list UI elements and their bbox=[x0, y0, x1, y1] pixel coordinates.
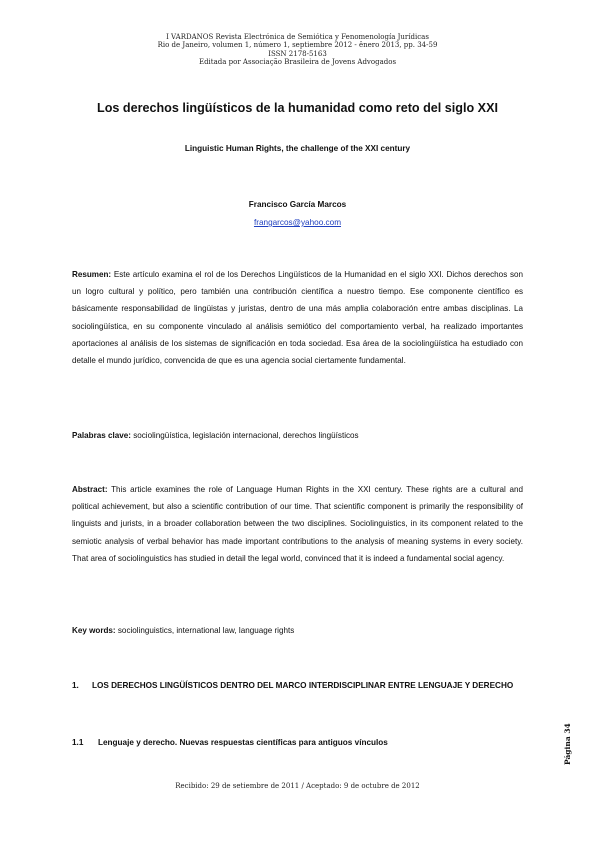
journal-publisher: Editada por Associação Brasileira de Jovens Advogados bbox=[198, 58, 397, 67]
section-number: 1. bbox=[72, 681, 79, 690]
article-subtitle: Linguistic Human Rights, the challenge of the XXI century bbox=[184, 144, 411, 153]
section-heading-1 bbox=[72, 677, 523, 695]
page-number: Página 34 bbox=[563, 723, 572, 765]
key-words bbox=[72, 622, 523, 639]
author-email-link[interactable]: frangarcos@yahoo.com bbox=[253, 218, 342, 227]
received-accepted-footer: Recibido: 29 de setiembre de 2011 / Aceptado: 9 de octubre de 2012 bbox=[175, 782, 420, 790]
author-name: Francisco García Marcos bbox=[248, 200, 347, 209]
abstract-text: This article examines the role of Language Human Rights in the XXI century. These rights are a cultural and political achievement, but also a scientific contribution of our time. That scientific component is primarily the responsibility of linguists and jurists, in a broader collaboration between the two disciplines. Sociolinguistics, in its component related to the semiotic analysis of verbal behavior has made important contributions to the analysis of meaning systems in every society. That area of sociolinguistics has studied in detail the legal world, convinced that it is indeed a fundamental social agency. bbox=[72, 485, 523, 563]
keywords-text: sociolinguistics, international law, language rights bbox=[115, 626, 295, 635]
journal-issn: ISSN 2178-5163 bbox=[268, 49, 327, 58]
article-title: Los derechos lingüísticos de la humanidad como reto del siglo XXI bbox=[97, 101, 498, 115]
author-email bbox=[0, 218, 595, 227]
resumen-paragraph bbox=[72, 266, 523, 369]
section-title: LOS DERECHOS LINGÜÍSTICOS DENTRO DEL MARCO INTERDISCIPLINAR ENTRE LENGUAJE Y DERECHO bbox=[92, 681, 514, 690]
journal-name: I VARDANOS Revista Electrónica de Semiótica y Fenomenología Jurídicas bbox=[166, 33, 429, 41]
palabras-clave bbox=[72, 427, 523, 444]
subsection-number: 1.1 bbox=[72, 738, 84, 747]
subsection-title: Lenguaje y derecho. Nuevas respuestas científicas para antiguos vínculos bbox=[98, 738, 388, 747]
keywords-label: Key words: bbox=[72, 626, 116, 635]
subsection-heading-1-1 bbox=[72, 738, 523, 747]
palabras-text: sociolingüística, legislación internacional, derechos lingüísticos bbox=[130, 431, 359, 440]
resumen-label: Resumen: bbox=[72, 270, 112, 279]
journal-header bbox=[0, 33, 595, 67]
abstract-paragraph bbox=[72, 481, 523, 567]
resumen-text: Este artículo examina el rol de los Derechos Lingüísticos de la Humanidad en el siglo XXI. Dichos derechos son un logro cultural y político, pero también una contribución científica a nuestro tiempo. Ese componente científico es básicamente responsabilidad de lingüistas y juristas, dentro de una más amplia colaboración entre ambas disciplinas. La sociolingüística, en su componente vinculado al análisis semiótico del comportamiento verbal, ha realizado importantes aportaciones al análisis de los sistemas de significación en toda sociedad. Esa área de la sociolingüística ha estudiado con detalle el mundo jurídico, convencida de que es una agencia social ciertamente fundamental. bbox=[72, 270, 523, 366]
palabras-label: Palabras clave: bbox=[72, 431, 131, 440]
abstract-label: Abstract: bbox=[72, 485, 108, 494]
journal-issue: Rio de Janeiro, volumen 1, número 1, septiembre 2012 - ênero 2013, pp. 34-59 bbox=[157, 41, 438, 50]
